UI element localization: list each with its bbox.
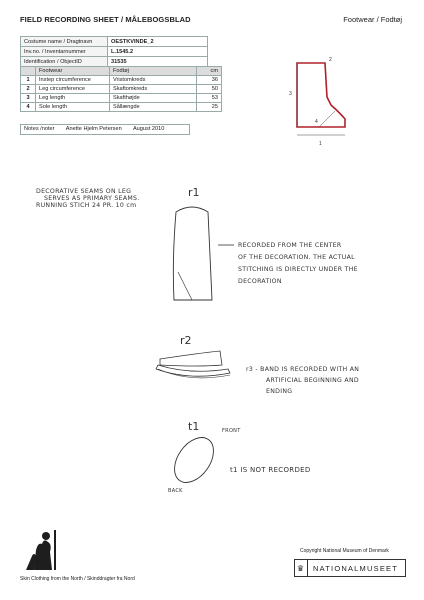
row-danish: Sållængde [110, 103, 197, 112]
row-danish: Skafthøjde [110, 94, 197, 103]
label-t1: t1 [188, 420, 200, 433]
note-r3 [246, 364, 359, 397]
row-number: 1 [21, 76, 36, 85]
row-english: Sole length [36, 103, 110, 112]
note-line: ARTIFICIAL BEGINNING AND [266, 377, 359, 384]
row-number: 3 [21, 94, 36, 103]
diagram-label-1: 1 [319, 141, 322, 147]
meta-label: Identification / ObjectID [21, 57, 108, 67]
sole-sketch-t1 [164, 432, 224, 492]
band-bottom [156, 365, 230, 376]
note-line: DECORATION [238, 278, 282, 285]
meta-label: Costume name / Dragtnavn [21, 37, 108, 47]
seam-line [178, 272, 192, 300]
row-english: Instep circumference [36, 76, 110, 85]
note-line: OF THE DECORATION. THE ACTUAL [238, 254, 355, 261]
notes-date: August 2010 [132, 126, 165, 132]
boot-outline [297, 63, 345, 127]
note-line: STITCHING IS DIRECTLY UNDER THE [238, 266, 358, 273]
notes-author: Anette Hjelm Petersen [65, 126, 122, 132]
diagram-label-4: 4 [315, 119, 318, 125]
note-r1 [238, 240, 358, 288]
arrow-r1 [216, 240, 236, 250]
row-english: Leg length [36, 94, 110, 103]
row-english: Leg circumference [36, 85, 110, 94]
note-line: RECORDED FROM THE CENTER [238, 242, 342, 249]
museum-logo [294, 559, 406, 577]
table-row [21, 85, 222, 94]
note-line: r3 - BAND IS RECORDED WITH AN [246, 366, 360, 373]
metadata-table [20, 36, 208, 67]
label-back: BACK [168, 488, 183, 494]
note-line: SERVES AS PRIMARY SEAMS. [44, 195, 140, 202]
row-value: 50 [197, 85, 222, 94]
column-header-english: Footwear [36, 67, 110, 76]
note-seams [36, 188, 140, 209]
column-header-num [21, 67, 36, 76]
note-line: RUNNING STICH 24 PR. 10 cm [36, 202, 137, 209]
table-row [21, 47, 208, 57]
row-danish: Vristomkreds [110, 76, 197, 85]
leg-sketch-r1 [162, 200, 222, 310]
label-r2: r2 [180, 334, 192, 347]
meta-value: 31535 [108, 57, 208, 67]
table-header-row [21, 67, 222, 76]
row-number: 4 [21, 103, 36, 112]
table-row [21, 76, 222, 85]
sheet-title: FIELD RECORDING SHEET / MÅLEBOGSBLAD [20, 15, 191, 24]
meta-value: L.1545.2 [108, 47, 208, 57]
measurements-table [20, 66, 222, 112]
note-t1: t1 IS NOT RECORDED [230, 466, 311, 474]
diagram-label-3: 3 [289, 91, 292, 97]
leg-outline [173, 207, 212, 300]
row-number: 2 [21, 85, 36, 94]
sheet-category: Footwear / Fodtøj [343, 15, 402, 24]
table-row [21, 103, 222, 112]
sole-outline [167, 432, 222, 490]
label-front: FRONT [222, 428, 241, 434]
copyright-text: Copyright National Museum of Denmark [300, 548, 389, 554]
column-header-danish: Fodtøj [110, 67, 197, 76]
table-row [21, 37, 208, 47]
skin-clothing-logo [24, 526, 64, 572]
notes-label: Notes /noter [24, 126, 55, 132]
diagram-label-2: 2 [329, 57, 332, 63]
band-top [160, 351, 222, 366]
footer-project-title: Skin Clothing from the North / Skinddragter fra Nord [20, 576, 135, 582]
row-value: 25 [197, 103, 222, 112]
instep-line [319, 111, 335, 127]
boot-measurement-diagram [285, 55, 365, 150]
column-header-unit: cm [197, 67, 222, 76]
row-value: 53 [197, 94, 222, 103]
note-line: DECORATIVE SEAMS ON LEG [36, 188, 132, 195]
label-r1: r1 [188, 186, 200, 199]
crown-icon: ♛ [296, 563, 306, 573]
meta-label: Inv.no. / Inventarnummer [21, 47, 108, 57]
museum-name: NATIONALMUSEET [307, 560, 398, 576]
table-row [21, 57, 208, 67]
table-row [21, 94, 222, 103]
note-line: ENDING [266, 388, 293, 395]
meta-value: OESTKVINDE_2 [108, 37, 208, 47]
row-danish: Skaftomkreds [110, 85, 197, 94]
notes-field [20, 124, 190, 135]
band-sketch-r2 [150, 345, 250, 385]
row-value: 36 [197, 76, 222, 85]
